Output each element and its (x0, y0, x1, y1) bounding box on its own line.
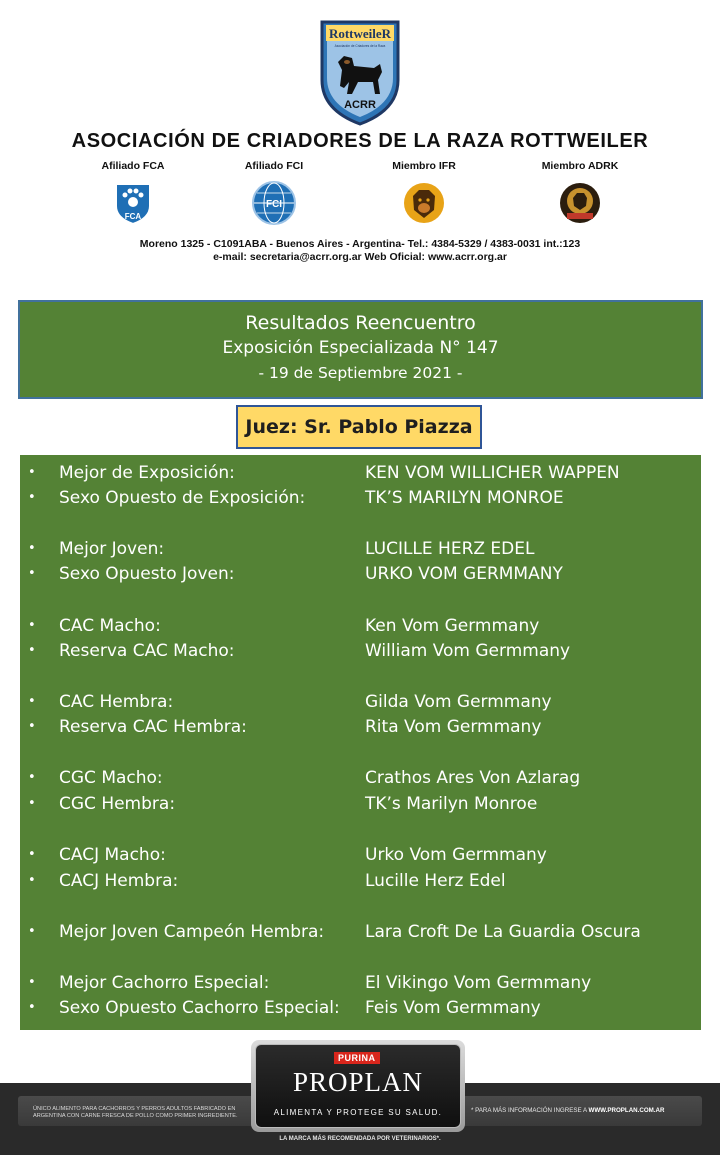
dog-name: LUCILLE HERZ EDEL (365, 539, 535, 559)
bullet: • (28, 770, 36, 785)
dog-name: Rita Vom Germmany (365, 717, 542, 737)
dog-name: KEN VOM WILLICHER WAPPEN (365, 463, 620, 483)
list-item (20, 690, 701, 714)
list-item (20, 486, 701, 510)
bullet: • (28, 873, 36, 888)
list-item (20, 843, 701, 867)
svg-text:ACRR: ACRR (344, 99, 376, 111)
list-item (20, 920, 701, 944)
sponsor-disclaimer: ÚNICO ALIMENTO PARA CACHORROS Y PERROS ADULTOS FABRICADO EN ARGENTINA CON CARNE FRESCA DE POLLO COMO PRIMER INGREDIENTE. (33, 1106, 238, 1119)
svg-text:FCA: FCA (124, 212, 142, 221)
award-category: Sexo Opuesto de Exposición: (59, 488, 306, 508)
list-item (20, 971, 701, 995)
award-category: CGC Hembra: (59, 794, 176, 814)
contact-info (0, 238, 720, 264)
affiliation-label: Miembro IFR (392, 160, 456, 172)
paw-shield-icon (110, 180, 156, 226)
proplan-logo (251, 1040, 465, 1132)
proplan-badge (255, 1044, 461, 1128)
list-item (20, 766, 701, 790)
acrr-logo (318, 18, 402, 126)
sponsor-recommendation: LA MARCA MÁS RECOMENDADA POR VETERINARIOS*. (279, 1136, 441, 1142)
svg-text:FCI: FCI (265, 199, 283, 210)
award-category: Mejor Joven Campeón Hembra: (59, 922, 325, 942)
bullet: • (28, 796, 36, 811)
dog-name: URKO VOM GERMMANY (365, 564, 563, 584)
list-item (20, 996, 701, 1020)
dog-name: Lucille Herz Edel (365, 871, 506, 891)
dog-name: Crathos Ares Von Azlarag (365, 768, 581, 788)
bullet: • (28, 694, 36, 709)
list-item (20, 715, 701, 739)
event-title-box (18, 300, 703, 399)
affiliation-label: Miembro ADRK (541, 160, 619, 172)
judge-label: Juez: Sr. Pablo Piazza (236, 405, 482, 449)
award-category: Mejor de Exposición: (59, 463, 235, 483)
award-category: Mejor Cachorro Especial: (59, 973, 270, 993)
bullet: • (28, 975, 36, 990)
award-category: Sexo Opuesto Joven: (59, 564, 235, 584)
award-category: CACJ Macho: (59, 845, 166, 865)
list-item (20, 639, 701, 663)
bullet: • (28, 719, 36, 734)
dog-name: TK’S MARILYN MONROE (365, 488, 564, 508)
affiliation-fci (219, 160, 329, 226)
list-item (20, 614, 701, 638)
bullet: • (28, 847, 36, 862)
adrk-emblem-icon (557, 180, 603, 226)
award-category: Reserva CAC Macho: (59, 641, 235, 661)
list-item (20, 537, 701, 561)
bullet: • (28, 465, 36, 480)
bullet: • (28, 643, 36, 658)
dog-name: Lara Croft De La Guardia Oscura (365, 922, 641, 942)
bullet: • (28, 1000, 36, 1015)
dog-name: Feis Vom Germmany (365, 998, 541, 1018)
dog-name: El Vikingo Vom Germmany (365, 973, 592, 993)
bullet: • (28, 618, 36, 633)
award-category: Reserva CAC Hembra: (59, 717, 247, 737)
svg-text:RottweileR: RottweileR (328, 26, 392, 41)
svg-text:Asociación de Criadores de la: Asociación de Criadores de la Raza (334, 44, 386, 48)
affiliation-adrk (525, 160, 635, 226)
proplan-brand-name: PROPLAN (292, 1067, 424, 1097)
purina-brand: PURINA (334, 1052, 380, 1064)
dog-name: Ken Vom Germmany (365, 616, 540, 636)
organization-title: ASOCIACIÓN DE CRIADORES DE LA RAZA ROTTWEILER (71, 130, 649, 152)
results-list (20, 455, 701, 1030)
affiliation-fca (78, 160, 188, 226)
event-date: - 19 de Septiembre 2021 - (258, 364, 463, 382)
dog-name: William Vom Germmany (365, 641, 571, 661)
list-item (20, 461, 701, 485)
list-item (20, 869, 701, 893)
proplan-tagline: ALIMENTA Y PROTEGE SU SALUD. (273, 1108, 443, 1117)
award-category: CAC Macho: (59, 616, 161, 636)
list-item (20, 792, 701, 816)
bullet: • (28, 566, 36, 581)
dog-name: Gilda Vom Germmany (365, 692, 552, 712)
dog-name: TK’s Marilyn Monroe (365, 794, 538, 814)
award-category: CACJ Hembra: (59, 871, 179, 891)
bullet: • (28, 541, 36, 556)
award-category: Mejor Joven: (59, 539, 165, 559)
address-line: Moreno 1325 - C1091ABA - Buenos Aires - Argentina- Tel.: 4384-5329 / 4383-0031 int.:123 (139, 238, 581, 250)
bullet: • (28, 490, 36, 505)
sponsor-info (471, 1107, 664, 1114)
globe-icon (251, 180, 297, 226)
bullet: • (28, 924, 36, 939)
affiliation-label: Afiliado FCA (101, 160, 165, 172)
award-category: Sexo Opuesto Cachorro Especial: (59, 998, 340, 1018)
event-title: Resultados Reencuentro (245, 312, 476, 334)
email-web-line: e-mail: secretaria@acrr.org.ar Web Oficial: www.acrr.org.ar (213, 251, 507, 263)
award-category: CAC Hembra: (59, 692, 174, 712)
affiliation-label: Afiliado FCI (244, 160, 304, 172)
sponsor-info-text: * PARA MÁS INFORMACIÓN INGRESE A (471, 1107, 589, 1114)
affiliation-ifr (369, 160, 479, 226)
list-item (20, 562, 701, 586)
dog-name: Urko Vom Germmany (365, 845, 547, 865)
award-category: CGC Macho: (59, 768, 163, 788)
sponsor-url: WWW.PROPLAN.COM.AR (588, 1107, 665, 1114)
event-subtitle: Exposición Especializada N° 147 (222, 338, 499, 358)
rottweiler-head-icon (401, 180, 447, 226)
